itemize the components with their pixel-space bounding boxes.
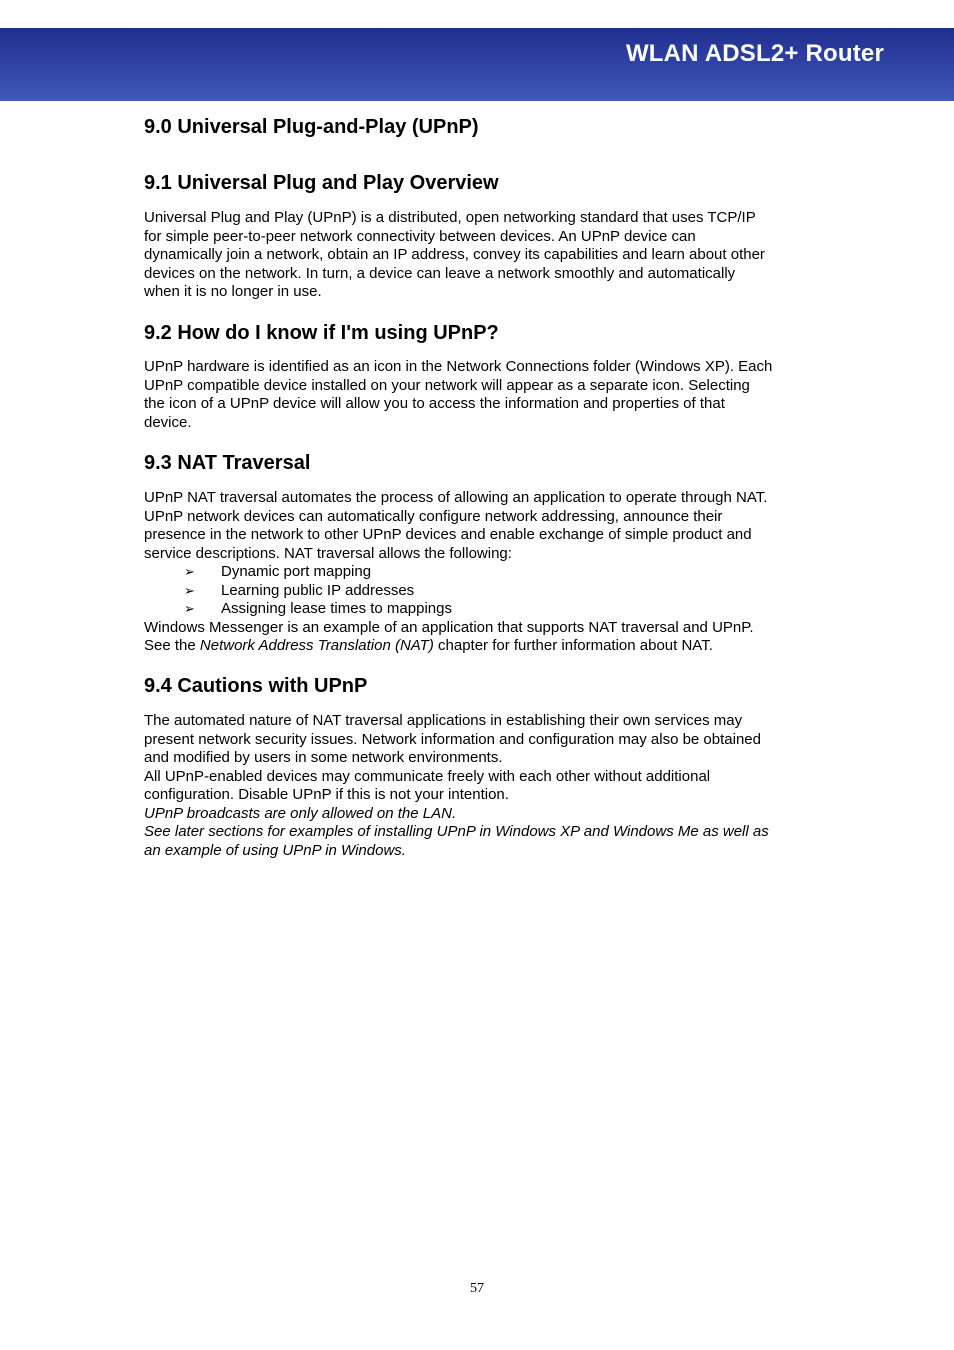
section-9-1-paragraph	[144, 209, 824, 302]
paragraph-line: for simple peer-to-peer network connectivity between devices. An UPnP device can	[144, 227, 696, 245]
section-heading-9-4: 9.4 Cautions with UPnP	[144, 675, 368, 697]
section-heading-9-3: 9.3 NAT Traversal	[144, 452, 311, 474]
arrow-bullet-icon: ➢	[184, 582, 195, 598]
arrow-bullet-icon: ➢	[184, 601, 195, 616]
paragraph-line: presence in the network to other UPnP devices and enable exchange of simple product and	[144, 526, 752, 543]
italic-note-line: UPnP broadcasts are only allowed on the LAN.	[144, 804, 457, 822]
bullet-text: Learning public IP addresses	[221, 581, 415, 599]
paragraph-line	[144, 637, 824, 656]
bullet-item	[144, 582, 824, 601]
page-number: 57	[470, 1281, 484, 1296]
paragraph-line: devices on the network. In turn, a device can leave a network smoothly and automatically	[144, 264, 736, 282]
italic-note-line: an example of using UPnP in Windows.	[144, 841, 406, 859]
bullet-text: Assigning lease times to mappings	[221, 600, 452, 617]
paragraph-line: UPnP compatible device installed on your network will appear as a separate icon. Selecting	[144, 376, 750, 394]
bullet-item	[144, 563, 824, 582]
paragraph-line: UPnP network devices can automatically configure network addressing, announce their	[144, 507, 723, 525]
text-run: See the	[144, 637, 200, 654]
italic-note-line: See later sections for examples of installing UPnP in Windows XP and Windows Me as well as	[144, 823, 769, 840]
paragraph-line: UPnP hardware is identified as an icon in the Network Connections folder (Windows XP). Each	[144, 358, 773, 375]
section-9-4-paragraph	[144, 712, 824, 860]
paragraph-line: Windows Messenger is an example of an application that supports NAT traversal and UPnP.	[144, 618, 754, 636]
header-title: WLAN ADSL2+ Router	[625, 40, 884, 67]
paragraph-line: All UPnP-enabled devices may communicate freely with each other without additional	[144, 767, 711, 785]
paragraph-line: Universal Plug and Play (UPnP) is a distributed, open networking standard that uses TCP/IP	[144, 209, 756, 226]
section-heading-9-1: 9.1 Universal Plug and Play Overview	[144, 172, 499, 194]
paragraph-line: the icon of a UPnP device will allow you to access the information and properties of that	[144, 395, 725, 412]
paragraph-line: UPnP NAT traversal automates the process of allowing an application to operate through NAT.	[144, 489, 768, 506]
paragraph-line: dynamically join a network, obtain an IP address, convey its capabilities and learn about other	[144, 246, 765, 263]
bullet-text: Dynamic port mapping	[221, 563, 372, 580]
text-run: chapter for further information about NAT.	[433, 637, 713, 654]
paragraph-line: configuration. Disable UPnP if this is not your intention.	[144, 786, 509, 803]
paragraph-line: The automated nature of NAT traversal applications in establishing their own services may	[144, 712, 743, 729]
section-9-3-paragraph	[144, 489, 824, 656]
paragraph-line: device.	[144, 413, 192, 431]
chapter-title: 9.0 Universal Plug-and-Play (UPnP)	[144, 116, 479, 138]
section-9-2-paragraph	[144, 358, 824, 432]
paragraph-line: and modified by users in some network environments.	[144, 749, 503, 766]
paragraph-line: present network security issues. Network information and configuration may also be obtained	[144, 730, 761, 748]
chapter-reference: Network Address Translation (NAT)	[199, 637, 434, 654]
arrow-bullet-icon: ➢	[184, 564, 195, 579]
bullet-item	[144, 600, 824, 619]
paragraph-line: service descriptions. NAT traversal allows the following:	[144, 544, 512, 562]
section-heading-9-2: 9.2 How do I know if I'm using UPnP?	[144, 322, 499, 344]
paragraph-line: when it is no longer in use.	[144, 283, 322, 300]
